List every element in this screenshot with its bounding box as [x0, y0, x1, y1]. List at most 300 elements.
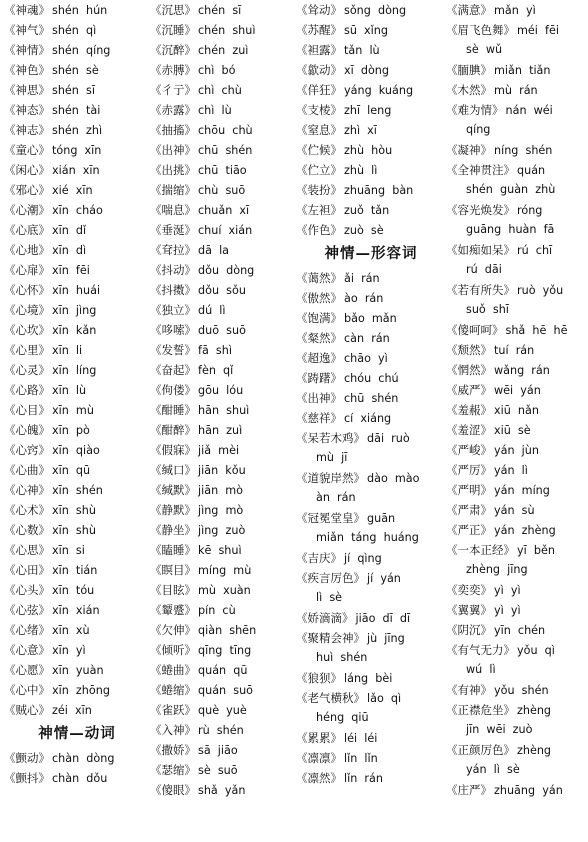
- entry-pinyin: dǒu sǒu: [198, 284, 246, 297]
- entry-word: 《神态》: [4, 103, 50, 117]
- entry-word: 《心绪》: [4, 623, 50, 637]
- entry-pinyin: chóu chú: [344, 372, 399, 385]
- entry-pinyin-continuation: sè wǔ: [466, 43, 503, 56]
- entry-pinyin: lǎo qì: [367, 692, 402, 705]
- entry-pinyin: xīn shén: [52, 484, 103, 497]
- entry-word: 《彳亍》: [150, 83, 196, 97]
- dictionary-entry: [296, 200, 446, 220]
- entry-pinyin: hān zuì: [198, 424, 243, 437]
- dictionary-entry: [4, 748, 150, 768]
- entry-pinyin: zhù hòu: [344, 144, 393, 157]
- entry-pinyin-continuation: lì sè: [316, 591, 343, 604]
- entry-word: 《酣睡》: [150, 403, 196, 417]
- entry-pinyin: zuǒ tǎn: [344, 204, 390, 217]
- entry-word: 《超逸》: [296, 351, 342, 365]
- entry-word: 《神情》: [4, 43, 50, 57]
- dictionary-entry: [296, 308, 446, 328]
- dictionary-entry: [4, 660, 150, 680]
- entry-pinyin: xié xīn: [52, 184, 93, 197]
- entry-word: 《呆若木鸡》: [296, 431, 365, 445]
- entry-word: 《赤露》: [150, 103, 196, 117]
- entry-word: 《阴沉》: [446, 623, 492, 637]
- dictionary-entry: [4, 420, 150, 440]
- dictionary-entry: [296, 328, 446, 348]
- entry-word: 《严肃》: [446, 503, 492, 517]
- entry-pinyin: shén sī: [52, 84, 95, 97]
- dictionary-entry: [4, 640, 150, 660]
- entry-word: 《苏醒》: [296, 23, 342, 37]
- entry-pinyin: chén shuì: [198, 24, 256, 37]
- entry-pinyin: chén zuì: [198, 44, 249, 57]
- dictionary-entry: [296, 688, 446, 708]
- entry-pinyin: jìng zuò: [198, 524, 246, 537]
- entry-word: 《全神贯注》: [446, 163, 515, 177]
- dictionary-entry: [446, 400, 588, 420]
- entry-pinyin: yī běn: [517, 544, 555, 557]
- entry-word: 《喘息》: [150, 203, 196, 217]
- entry-pinyin-continuation: yán lì sè: [466, 763, 520, 776]
- entry-pinyin: zhì xī: [344, 124, 377, 137]
- entry-pinyin: chāo yì: [344, 352, 388, 365]
- entry-word: 《道貌岸然》: [296, 471, 365, 485]
- entry-word: 《心路》: [4, 383, 50, 397]
- entry-pinyin: chén sī: [198, 4, 242, 17]
- entry-word: 《雀跃》: [150, 703, 196, 717]
- entry-word: 《揣缩》: [150, 183, 196, 197]
- section-heading: 神情—动词: [38, 726, 116, 742]
- entry-pinyin: xīn xù: [52, 624, 90, 637]
- entry-pinyin: sā jiāo: [198, 744, 238, 757]
- entry-pinyin: zhī leng: [344, 104, 392, 117]
- dictionary-entry: [150, 540, 296, 560]
- entry-pinyin: pín cù: [198, 604, 236, 617]
- entry-word: 《心地》: [4, 243, 50, 257]
- entry-word: 《假寐》: [150, 443, 196, 457]
- dictionary-entry: [446, 500, 588, 520]
- entry-word: 《缄默》: [150, 483, 196, 497]
- dictionary-entry: [150, 200, 296, 220]
- dictionary-entry: [446, 460, 588, 480]
- dictionary-entry: [150, 620, 296, 640]
- dictionary-entry: [446, 100, 588, 120]
- entry-pinyin: xīn pò: [52, 424, 90, 437]
- entry-word: 《耸动》: [296, 3, 342, 17]
- entry-word: 《难为情》: [446, 103, 504, 117]
- dictionary-entry: [446, 360, 588, 380]
- entry-pinyin: dǒu dòng: [198, 264, 255, 277]
- entry-pinyin: fā shì: [198, 344, 232, 357]
- entry-pinyin: zuò sè: [344, 224, 384, 237]
- entry-pinyin: mù xuàn: [198, 584, 251, 597]
- dictionary-entry: [296, 268, 446, 288]
- entry-pinyin-continuation: shén guàn zhù: [466, 183, 556, 196]
- entry-pinyin: méi fēi: [517, 24, 559, 37]
- entry-pinyin: xīn dǐ: [52, 224, 87, 237]
- entry-pinyin: xián xīn: [52, 164, 100, 177]
- dictionary-entry: [150, 240, 296, 260]
- entry-word: 《颓然》: [446, 343, 492, 357]
- entry-word: 《酣醉》: [150, 423, 196, 437]
- dictionary-entry: [4, 220, 150, 240]
- dictionary-entry: [150, 520, 296, 540]
- entry-pinyin: jìng mò: [198, 504, 244, 517]
- entry-pinyin: yán sù: [494, 504, 535, 517]
- dictionary-entry: [446, 340, 588, 360]
- entry-word: 《累累》: [296, 731, 342, 745]
- entry-pinyin: jiǎ mèi: [198, 444, 240, 457]
- entry-word: 《独立》: [150, 303, 196, 317]
- dictionary-entry: [296, 60, 446, 80]
- entry-word: 《心田》: [4, 563, 50, 577]
- dictionary-entry: [446, 160, 588, 180]
- dictionary-entry: [150, 60, 296, 80]
- entry-word: 《心术》: [4, 503, 50, 517]
- dictionary-entry: [4, 320, 150, 340]
- entry-pinyin: hān shuì: [198, 404, 250, 417]
- dictionary-entry: [446, 440, 588, 460]
- dictionary-entry: [150, 20, 296, 40]
- dictionary-entry: [446, 540, 588, 560]
- entry-word: 《严正》: [446, 523, 492, 537]
- entry-pinyin: jí yán: [367, 572, 401, 585]
- entry-pinyin: lǐn rán: [344, 772, 383, 785]
- entry-word: 《颤动》: [4, 751, 50, 765]
- entry-word: 《有神》: [446, 683, 492, 697]
- entry-pinyin: xīn qū: [52, 464, 91, 477]
- dictionary-entry: [296, 20, 446, 40]
- entry-word: 《撒娇》: [150, 743, 196, 757]
- dictionary-entry: [150, 660, 296, 680]
- entry-word: 《威严》: [446, 383, 492, 397]
- entry-word: 《心潮》: [4, 203, 50, 217]
- entry-pinyin: sè suō: [198, 764, 238, 777]
- entry-word: 《心弦》: [4, 603, 50, 617]
- entry-word: 《赤膊》: [150, 63, 196, 77]
- entry-pinyin: shén qì: [52, 24, 97, 37]
- dictionary-entry: [4, 440, 150, 460]
- dictionary-entry: [296, 368, 446, 388]
- dictionary-entry: [150, 560, 296, 580]
- dictionary-entry: [296, 728, 446, 748]
- dictionary-entry: [150, 100, 296, 120]
- entry-pinyin: xīn tóu: [52, 584, 95, 597]
- dictionary-entry: [296, 408, 446, 428]
- entry-pinyin: chōu chù: [198, 124, 253, 137]
- entry-pinyin: dā la: [198, 244, 230, 257]
- entry-pinyin: chì bó: [198, 64, 236, 77]
- dictionary-entry: [150, 760, 296, 780]
- entry-pinyin: quán qū: [198, 664, 248, 677]
- entry-word: 《作色》: [296, 223, 342, 237]
- dictionary-entry: [296, 668, 446, 688]
- entry-word: 《心魄》: [4, 423, 50, 437]
- entry-word: 《心灵》: [4, 363, 50, 377]
- entry-pinyin: xīn si: [52, 544, 85, 557]
- entry-word: 《瞌睡》: [150, 543, 196, 557]
- entry-word: 《凝神》: [446, 143, 492, 157]
- dictionary-entry: [296, 348, 446, 368]
- dictionary-entry: [296, 80, 446, 100]
- entry-word: 《吉庆》: [296, 551, 342, 565]
- entry-pinyin: ǎi rán: [344, 272, 380, 285]
- entry-pinyin: xīn lù: [52, 384, 87, 397]
- entry-word: 《入神》: [150, 723, 196, 737]
- dictionary-entry: [4, 80, 150, 100]
- entry-word: 《邪心》: [4, 183, 50, 197]
- entry-word: 《一本正经》: [446, 543, 515, 557]
- entry-pinyin: quán: [517, 164, 546, 177]
- entry-pinyin: wēi yán: [494, 384, 541, 397]
- entry-word: 《沉醉》: [150, 43, 196, 57]
- dictionary-entry: [446, 420, 588, 440]
- dictionary-entry: [4, 580, 150, 600]
- entry-pinyin-continuation: suǒ shī: [466, 303, 509, 316]
- dictionary-entry: [296, 160, 446, 180]
- entry-pinyin-continuation: rú dāi: [466, 263, 502, 276]
- entry-pinyin: wǎng rán: [494, 364, 550, 377]
- entry-word: 《心坎》: [4, 323, 50, 337]
- entry-pinyin: càn rán: [344, 332, 390, 345]
- entry-word: 《袒露》: [296, 43, 342, 57]
- dictionary-entry: [446, 80, 588, 100]
- entry-pinyin: dào mào: [367, 472, 420, 485]
- entry-pinyin: kē shuì: [198, 544, 242, 557]
- entry-word: 《欠伸》: [150, 623, 196, 637]
- entry-pinyin: lǐn lǐn: [344, 752, 378, 765]
- dictionary-entry: [296, 748, 446, 768]
- entry-word: 《若有所失》: [446, 283, 515, 297]
- entry-pinyin: chū tiāo: [198, 164, 247, 177]
- dictionary-entry: [4, 280, 150, 300]
- entry-pinyin: yán lì: [494, 464, 528, 477]
- entry-word: 《神思》: [4, 83, 50, 97]
- dictionary-entry: [446, 780, 588, 800]
- entry-pinyin: yán jùn: [494, 444, 539, 457]
- entry-pinyin: yīn chén: [494, 624, 546, 637]
- entry-word: 《装扮》: [296, 183, 342, 197]
- entry-pinyin: jí qìng: [344, 552, 382, 565]
- entry-pinyin: shǎ yǎn: [198, 784, 246, 797]
- dictionary-entry: [150, 740, 296, 760]
- entry-pinyin: zéi xīn: [52, 704, 92, 717]
- entry-word: 《眉飞色舞》: [446, 23, 515, 37]
- dictionary-entry: [4, 400, 150, 420]
- dictionary-entry: [4, 560, 150, 580]
- dictionary-entry: [150, 360, 296, 380]
- dictionary-entry: [4, 360, 150, 380]
- entry-word: 《羞涩》: [446, 423, 492, 437]
- entry-pinyin: zhù lì: [344, 164, 378, 177]
- entry-word: 《心曲》: [4, 463, 50, 477]
- dictionary-entry: [4, 500, 150, 520]
- entry-pinyin: xiū sè: [494, 424, 531, 437]
- dictionary-entry: [296, 100, 446, 120]
- entry-word: 《神魂》: [4, 3, 50, 17]
- entry-pinyin: shǎ hē hē: [505, 324, 568, 337]
- dictionary-entry: [296, 220, 446, 240]
- dictionary-entry: [4, 100, 150, 120]
- entry-pinyin: quán suō: [198, 684, 254, 697]
- dictionary-entry: [150, 0, 296, 20]
- dictionary-entry: [4, 460, 150, 480]
- dictionary-entry: [4, 60, 150, 80]
- dictionary-entry: [446, 620, 588, 640]
- dictionary-entry: [446, 520, 588, 540]
- entry-pinyin: tuí rán: [494, 344, 535, 357]
- entry-pinyin: miǎn tiǎn: [494, 64, 551, 77]
- entry-pinyin: gōu lóu: [198, 384, 244, 397]
- entry-pinyin: xīn tián: [52, 564, 98, 577]
- entry-pinyin-continuation: wú lì: [466, 663, 496, 676]
- dictionary-entry: [4, 120, 150, 140]
- dictionary-entry: [296, 508, 446, 528]
- entry-pinyin: yǒu qì: [517, 644, 555, 657]
- entry-pinyin: xīn cháo: [52, 204, 103, 217]
- entry-word: 《疾言厉色》: [296, 571, 365, 585]
- entry-pinyin: jiān kǒu: [198, 464, 246, 477]
- entry-pinyin: yì yì: [494, 604, 521, 617]
- entry-word: 《正襟危坐》: [446, 703, 515, 717]
- entry-pinyin: shén sè: [52, 64, 99, 77]
- dictionary-entry: [150, 720, 296, 740]
- dictionary-entry: [150, 460, 296, 480]
- entry-word: 《心头》: [4, 583, 50, 597]
- entry-word: 《娇滴滴》: [296, 611, 354, 625]
- entry-pinyin: tóng xīn: [52, 144, 102, 157]
- entry-pinyin: sū xǐng: [344, 24, 388, 37]
- entry-pinyin: jiān mò: [198, 484, 244, 497]
- entry-pinyin: xīn líng: [52, 364, 97, 377]
- entry-pinyin: chàn dǒu: [52, 772, 108, 785]
- dictionary-entry: [150, 220, 296, 240]
- dictionary-entry: [446, 140, 588, 160]
- entry-pinyin: chì chù: [198, 84, 242, 97]
- entry-word: 《奕奕》: [446, 583, 492, 597]
- entry-word: 《如痴如呆》: [446, 243, 515, 257]
- dictionary-entry: [4, 768, 150, 788]
- entry-word: 《神气》: [4, 23, 50, 37]
- entry-word: 《心境》: [4, 303, 50, 317]
- entry-word: 《心扉》: [4, 263, 50, 277]
- entry-pinyin: duō suō: [198, 324, 246, 337]
- entry-word: 《闲心》: [4, 163, 50, 177]
- dictionary-entry: [296, 548, 446, 568]
- entry-pinyin: fèn qǐ: [198, 364, 234, 377]
- entry-word: 《颤抖》: [4, 771, 50, 785]
- entry-word: 《沉睡》: [150, 23, 196, 37]
- dictionary-entry: [446, 200, 588, 220]
- dictionary-entry: [150, 320, 296, 340]
- entry-pinyin: xīn kǎn: [52, 324, 97, 337]
- entry-word: 《老气横秋》: [296, 691, 365, 705]
- entry-word: 《抖动》: [150, 263, 196, 277]
- entry-word: 《凛凛》: [296, 751, 342, 765]
- dictionary-entry: [150, 680, 296, 700]
- entry-pinyin: nán wéi: [505, 104, 553, 117]
- entry-word: 《颦蹙》: [150, 603, 196, 617]
- entry-pinyin: xīn yuàn: [52, 664, 104, 677]
- entry-word: 《静默》: [150, 503, 196, 517]
- entry-word: 《心愿》: [4, 663, 50, 677]
- dictionary-entry: [4, 380, 150, 400]
- entry-word: 《发誓》: [150, 343, 196, 357]
- entry-pinyin-continuation: àn rán: [316, 491, 356, 504]
- entry-word: 《佯狂》: [296, 83, 342, 97]
- dictionary-entry: [446, 380, 588, 400]
- entry-word: 《蜷曲》: [150, 663, 196, 677]
- dictionary-entry: [446, 600, 588, 620]
- entry-word: 《心神》: [4, 483, 50, 497]
- entry-word: 《贼心》: [4, 703, 50, 717]
- entry-pinyin: dāi ruò: [367, 432, 410, 445]
- entry-pinyin: yì yì: [494, 584, 521, 597]
- entry-pinyin: níng shén: [494, 144, 553, 157]
- entry-pinyin: què yuè: [198, 704, 247, 717]
- entry-word: 《惘然》: [446, 363, 492, 377]
- dictionary-entry: [150, 600, 296, 620]
- entry-pinyin: xīn qiào: [52, 444, 100, 457]
- entry-pinyin: qiàn shēn: [198, 624, 257, 637]
- entry-pinyin: róng: [517, 204, 543, 217]
- entry-pinyin: mǎn yì: [494, 4, 536, 17]
- entry-word: 《左袒》: [296, 203, 342, 217]
- dictionary-entry: [446, 680, 588, 700]
- entry-word: 《傲然》: [296, 291, 342, 305]
- dictionary-entry: [150, 420, 296, 440]
- entry-pinyin-continuation: miǎn táng huáng: [316, 531, 419, 544]
- entry-pinyin: zhèng: [517, 704, 552, 717]
- dictionary-entry: [150, 180, 296, 200]
- entry-pinyin: chàn dòng: [52, 752, 115, 765]
- entry-word: 《羞赧》: [446, 403, 492, 417]
- dictionary-entry: [4, 620, 150, 640]
- entry-pinyin: xīn jìng: [52, 304, 97, 317]
- entry-pinyin: yǒu shén: [494, 684, 549, 697]
- entry-pinyin: xīn yì: [52, 644, 86, 657]
- entry-pinyin: shén hún: [52, 4, 108, 17]
- entry-pinyin: jù jīng: [367, 632, 405, 645]
- dictionary-entry: [296, 468, 446, 488]
- entry-word: 《佝偻》: [150, 383, 196, 397]
- dictionary-entry: [4, 540, 150, 560]
- dictionary-entry: [296, 0, 446, 20]
- dictionary-entry: [4, 680, 150, 700]
- entry-word: 《蜷缩》: [150, 683, 196, 697]
- entry-pinyin-continuation: héng qiū: [316, 711, 369, 724]
- dictionary-entry: [150, 480, 296, 500]
- entry-word: 《支棱》: [296, 103, 342, 117]
- entry-word: 《静坐》: [150, 523, 196, 537]
- entry-word: 《歙动》: [296, 63, 342, 77]
- dictionary-entry: [150, 400, 296, 420]
- entry-pinyin: chū shén: [344, 392, 399, 405]
- entry-pinyin: dú lì: [198, 304, 226, 317]
- entry-word: 《缄口》: [150, 463, 196, 477]
- entry-pinyin: xīn shù: [52, 524, 96, 537]
- entry-word: 《垂涎》: [150, 223, 196, 237]
- entry-word: 《心意》: [4, 643, 50, 657]
- entry-pinyin: xīn huái: [52, 284, 101, 297]
- entry-pinyin: mù rán: [494, 84, 538, 97]
- dictionary-entry: [446, 580, 588, 600]
- entry-pinyin: rú chī: [517, 244, 553, 257]
- entry-word: 《腼腆》: [446, 63, 492, 77]
- entry-word: 《心底》: [4, 223, 50, 237]
- entry-pinyin: zhuāng yán: [494, 784, 563, 797]
- entry-word: 《哆嗦》: [150, 323, 196, 337]
- dictionary-entry: [296, 140, 446, 160]
- dictionary-entry: [150, 280, 296, 300]
